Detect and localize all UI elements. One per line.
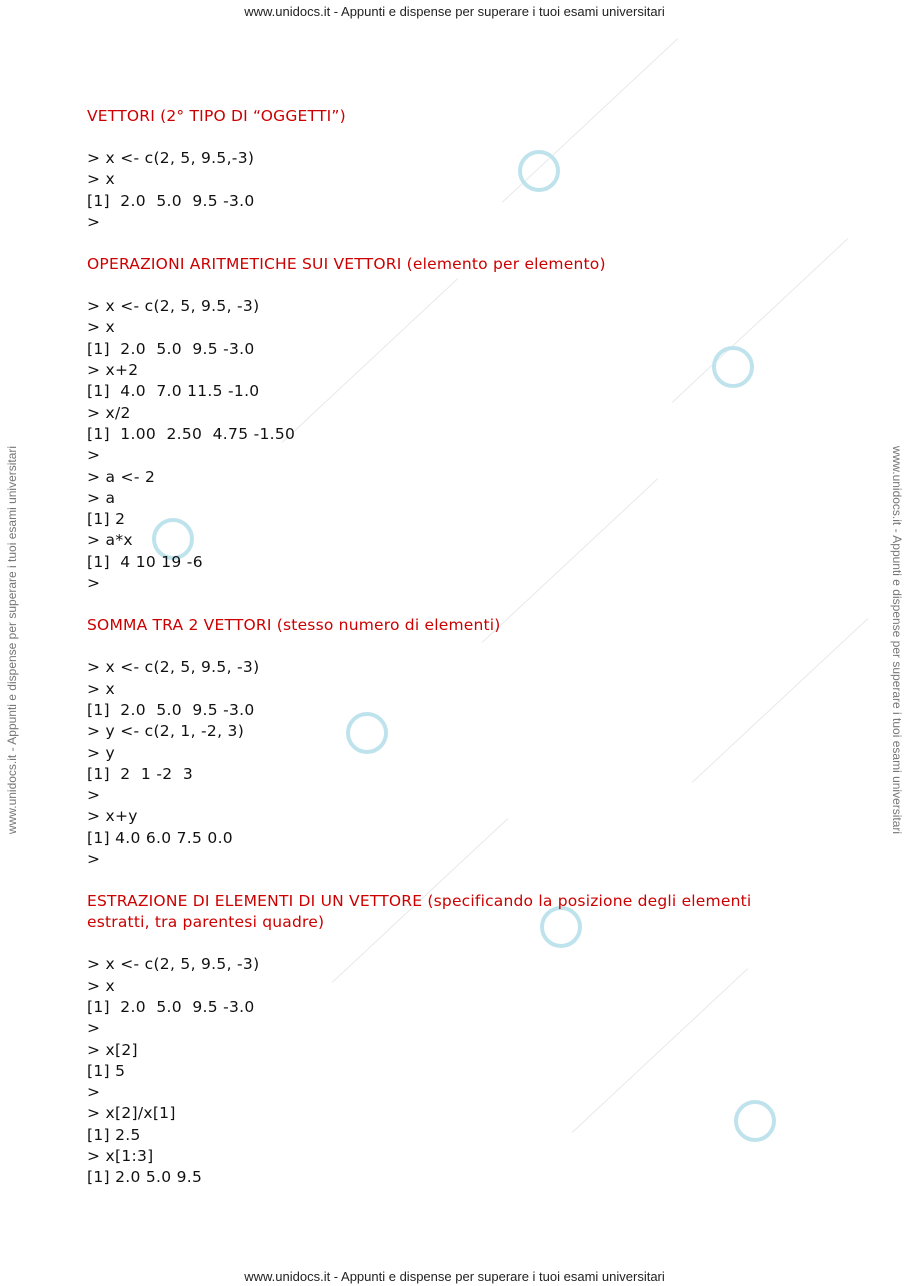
code-line: > a <- 2: [87, 467, 156, 486]
code-line: [1] 4 10 19 -6: [87, 552, 203, 571]
section-heading: ESTRAZIONE DI ELEMENTI DI UN VETTORE (specificando la posizione degli elementi estratti, tra parentesi quadre): [87, 892, 752, 932]
code-line: > x+2: [87, 361, 139, 380]
code-line: [1] 2 1 -2 3: [87, 764, 193, 783]
code-line: >: [87, 786, 101, 805]
code-line: >: [87, 574, 101, 593]
code-line: [1] 2.0 5.0 9.5 -3.0: [87, 700, 255, 719]
code-line: > x <- c(2, 5, 9.5, -3): [87, 297, 260, 316]
code-line: > x <- c(2, 5, 9.5, -3): [87, 955, 260, 974]
code-line: [1] 2.0 5.0 9.5 -3.0: [87, 997, 255, 1016]
document-body: [87, 106, 787, 1189]
code-line: [1] 1.00 2.50 4.75 -1.50: [87, 424, 296, 443]
section-heading: VETTORI (2° TIPO DI “OGGETTI”): [87, 107, 346, 125]
code-line: >: [87, 850, 101, 869]
watermark-left: www.unidocs.it - Appunti e dispense per superare i tuoi esami universitari: [5, 445, 19, 835]
watermark-bottom: www.unidocs.it - Appunti e dispense per superare i tuoi esami universitari: [244, 1269, 665, 1284]
code-line: [1] 2.0 5.0 9.5: [87, 1168, 203, 1187]
code-line: [1] 2.5: [87, 1125, 141, 1144]
code-line: > x[2]/x[1]: [87, 1104, 176, 1123]
code-line: > x/2: [87, 403, 131, 422]
code-line: > x[2]: [87, 1040, 138, 1059]
code-block: [87, 296, 787, 594]
code-line: [1] 4.0 6.0 7.5 0.0: [87, 828, 233, 847]
code-line: [1] 2: [87, 510, 126, 529]
code-line: [1] 4.0 7.0 11.5 -1.0: [87, 382, 260, 401]
section-heading: SOMMA TRA 2 VETTORI (stesso numero di elementi): [87, 616, 501, 635]
code-line: > x <- c(2, 5, 9.5,-3): [87, 149, 255, 167]
code-line: [1] 5: [87, 1061, 126, 1080]
code-line: > x: [87, 318, 115, 337]
code-line: > y: [87, 743, 115, 762]
code-line: > a: [87, 488, 116, 507]
section-vettori: [87, 106, 787, 233]
code-line: >: [87, 1083, 101, 1102]
section-somma-vettori: [87, 615, 787, 870]
code-line: > a*x: [87, 531, 133, 550]
code-line: >: [87, 446, 101, 465]
watermark-top: www.unidocs.it - Appunti e dispense per superare i tuoi esami universitari: [244, 4, 665, 19]
code-line: [1] 2.0 5.0 9.5 -3.0: [87, 191, 255, 210]
code-block: [87, 954, 787, 1188]
code-line: > x+y: [87, 807, 138, 826]
section-estrazione-elementi: [87, 891, 787, 1188]
code-line: >: [87, 1019, 101, 1038]
code-block: [87, 657, 787, 870]
code-line: > x: [87, 679, 115, 698]
section-operazioni-aritmetiche: [87, 254, 787, 594]
watermark-right: www.unidocs.it - Appunti e dispense per superare i tuoi esami universitari: [890, 445, 904, 835]
code-line: > y <- c(2, 1, -2, 3): [87, 722, 245, 741]
code-line: > x: [87, 170, 115, 189]
code-line: > x: [87, 976, 115, 995]
code-block: [87, 148, 787, 233]
code-line: >: [87, 212, 101, 231]
code-line: > x <- c(2, 5, 9.5, -3): [87, 658, 260, 677]
code-line: > x[1:3]: [87, 1146, 154, 1165]
code-line: [1] 2.0 5.0 9.5 -3.0: [87, 339, 255, 358]
section-heading: OPERAZIONI ARITMETICHE SUI VETTORI (elemento per elemento): [87, 255, 606, 274]
